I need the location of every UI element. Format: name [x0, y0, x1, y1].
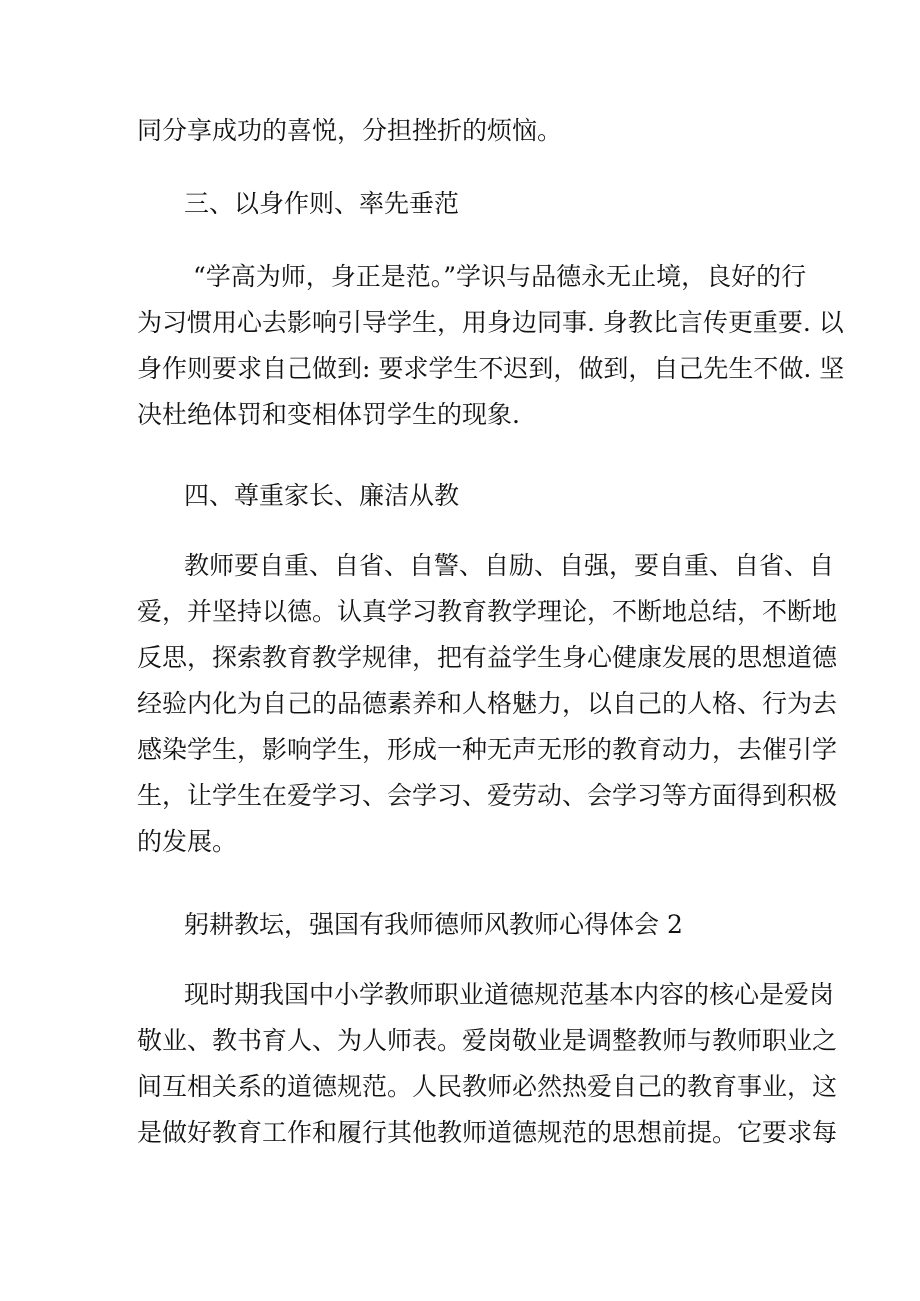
- paragraph-closing-line: [137, 108, 562, 154]
- text-line: 教师要自重、自省、自警、自励、自强，要自重、自省、自: [184, 551, 835, 580]
- text-line: 决杜绝体罚和变相体罚学生的现象.: [137, 400, 520, 429]
- text-line: “学高为师，身正是范。”学识与品德永无止境，良好的行: [193, 262, 807, 291]
- section-heading-three: [184, 181, 459, 227]
- text-line: 同分享成功的喜悦，分担挫折的烦恼。: [137, 116, 563, 145]
- text-line: 生，让学生在爱学习、会学习、爱劳动、会学习等方面得到积极: [137, 781, 838, 810]
- section-heading-four: [184, 473, 459, 519]
- text-line: 经验内化为自己的品德素养和人格魅力，以自己的人格、行为去: [137, 689, 838, 718]
- paragraph-core-norms: [137, 972, 837, 1156]
- text-line: 为习惯用心去影响引导学生，用身边同事. 身教比言传更重要. 以: [137, 308, 844, 337]
- heading-text: 躬耕教坛，强国有我师德师风教师心得体会 2: [184, 910, 683, 939]
- text-line: 是做好教育工作和履行其他教师道德规范的思想前提。它要求每: [137, 1118, 838, 1147]
- text-line: 身作则要求自己做到: 要求学生不迟到，做到，自己先生不做. 坚: [137, 354, 845, 383]
- text-line: 反思，探索教育教学规律，把有益学生身心健康发展的思想道德: [137, 643, 838, 672]
- text-line: 敬业、教书育人、为人师表。爱岗敬业是调整教师与教师职业之: [137, 1026, 838, 1055]
- text-line: 爱，并坚持以德。认真学习教育教学理论，不断地总结，不断地: [137, 597, 838, 626]
- text-line: 感染学生，影响学生，形成一种无声无形的教育动力，去催引学: [137, 735, 838, 764]
- paragraph-respect-parents: [137, 543, 837, 865]
- paragraph-lead-by-example: [137, 254, 844, 438]
- article-title-two: [184, 902, 683, 948]
- text-line: 的发展。: [137, 827, 238, 856]
- heading-text: 四、尊重家长、廉洁从教: [184, 481, 460, 510]
- heading-text: 三、以身作则、率先垂范: [184, 189, 460, 218]
- text-line: 现时期我国中小学教师职业道德规范基本内容的核心是爱岗: [184, 980, 835, 1009]
- text-line: 间互相关系的道德规范。人民教师必然热爱自己的教育事业，这: [137, 1072, 838, 1101]
